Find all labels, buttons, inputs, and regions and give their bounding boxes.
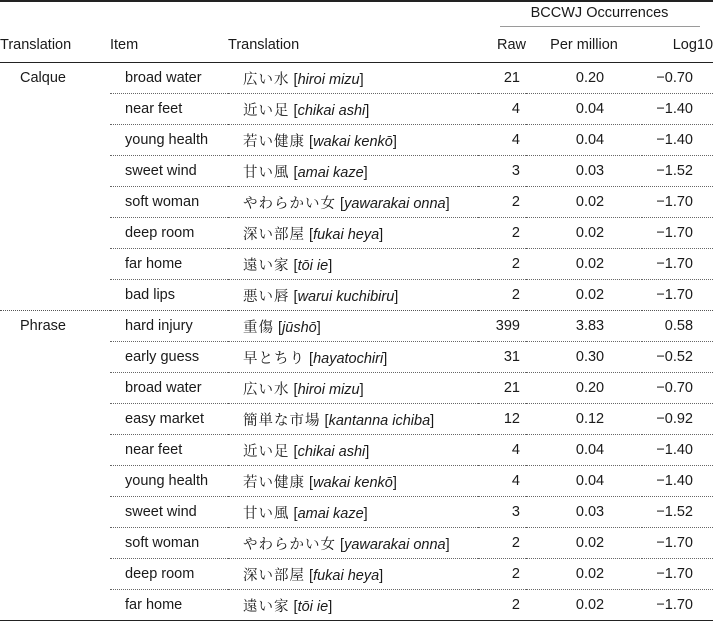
bracket-open: [ bbox=[309, 474, 314, 491]
raw-count-cell: 21 bbox=[478, 373, 526, 404]
col-header-log10: Log10 bbox=[642, 30, 713, 63]
raw-count-cell: 4 bbox=[478, 435, 526, 466]
per-million-cell: 0.02 bbox=[526, 187, 642, 218]
romaji-text: chikai ashi bbox=[297, 102, 366, 119]
log10-cell: −0.92 bbox=[642, 404, 713, 435]
romaji-text: hayatochiri bbox=[313, 350, 384, 367]
bracket-open: [ bbox=[340, 195, 345, 212]
translation-cell bbox=[228, 156, 478, 187]
bracket-open: [ bbox=[309, 567, 314, 584]
group-label-cell bbox=[0, 342, 110, 373]
group-label-cell bbox=[0, 94, 110, 125]
raw-count-cell: 3 bbox=[478, 497, 526, 528]
table-row bbox=[0, 280, 713, 311]
log10-cell: −1.70 bbox=[642, 187, 713, 218]
group-label-cell bbox=[0, 528, 110, 559]
romaji-text: wakai kenkō bbox=[313, 474, 393, 491]
translation-cell bbox=[228, 280, 478, 311]
table-row bbox=[0, 435, 713, 466]
romaji-text: hiroi mizu bbox=[297, 71, 360, 88]
per-million-cell: 0.20 bbox=[526, 63, 642, 94]
bccwj-super-header bbox=[478, 1, 713, 30]
group-label-cell bbox=[0, 404, 110, 435]
bracket-open: [ bbox=[324, 412, 329, 429]
japanese-text: やわらかい女 bbox=[243, 195, 336, 212]
per-million-cell: 0.04 bbox=[526, 125, 642, 156]
bracket-open: [ bbox=[309, 350, 314, 367]
item-cell: young health bbox=[110, 466, 228, 497]
per-million-cell: 0.04 bbox=[526, 94, 642, 125]
group-label-cell bbox=[0, 187, 110, 218]
translation-cell bbox=[228, 435, 478, 466]
bracket-close: ] bbox=[392, 133, 397, 150]
bracket-close: ] bbox=[379, 226, 384, 243]
log10-cell: −1.70 bbox=[642, 218, 713, 249]
bracket-open: [ bbox=[293, 381, 298, 398]
table-row bbox=[0, 466, 713, 497]
log10-cell: 0.58 bbox=[642, 311, 713, 342]
per-million-cell: 3.83 bbox=[526, 311, 642, 342]
japanese-text: 甘い風 bbox=[243, 505, 290, 522]
group-label-cell bbox=[0, 466, 110, 497]
col-header-group: Translation bbox=[0, 30, 110, 63]
log10-cell: −1.70 bbox=[642, 280, 713, 311]
romaji-text: warui kuchibiru bbox=[297, 288, 395, 305]
japanese-text: 重傷 bbox=[243, 319, 274, 336]
per-million-cell: 0.02 bbox=[526, 280, 642, 311]
group-label-cell bbox=[0, 125, 110, 156]
japanese-text: 甘い風 bbox=[243, 164, 290, 181]
log10-cell: −0.70 bbox=[642, 63, 713, 94]
raw-count-cell: 2 bbox=[478, 559, 526, 590]
japanese-text: 広い水 bbox=[243, 381, 290, 398]
bracket-open: [ bbox=[309, 226, 314, 243]
translation-cell bbox=[228, 63, 478, 94]
table-row bbox=[0, 559, 713, 590]
romaji-text: amai kaze bbox=[297, 505, 364, 522]
item-cell: soft woman bbox=[110, 528, 228, 559]
group-label-cell bbox=[0, 249, 110, 280]
group-label: Calque bbox=[20, 70, 66, 87]
item-cell: early guess bbox=[110, 342, 228, 373]
romaji-text: fukai heya bbox=[313, 567, 380, 584]
table-row bbox=[0, 125, 713, 156]
japanese-text: やわらかい女 bbox=[243, 536, 336, 553]
bracket-close: ] bbox=[394, 288, 399, 305]
japanese-text: 早とちり bbox=[243, 350, 305, 367]
translation-cell bbox=[228, 373, 478, 404]
per-million-cell: 0.02 bbox=[526, 528, 642, 559]
table-row bbox=[0, 373, 713, 404]
per-million-cell: 0.30 bbox=[526, 342, 642, 373]
per-million-cell: 0.04 bbox=[526, 466, 642, 497]
raw-count-cell: 4 bbox=[478, 125, 526, 156]
translation-cell bbox=[228, 404, 478, 435]
per-million-cell: 0.12 bbox=[526, 404, 642, 435]
group-label-cell bbox=[0, 435, 110, 466]
romaji-text: chikai ashi bbox=[297, 443, 366, 460]
log10-cell: −1.70 bbox=[642, 559, 713, 590]
romaji-text: yawarakai onna bbox=[344, 195, 446, 212]
per-million-cell: 0.03 bbox=[526, 497, 642, 528]
raw-count-cell: 2 bbox=[478, 590, 526, 621]
col-header-raw: Raw bbox=[478, 30, 526, 63]
translation-cell bbox=[228, 590, 478, 621]
table-body bbox=[0, 63, 713, 621]
bracket-open: [ bbox=[309, 133, 314, 150]
table-row bbox=[0, 249, 713, 280]
raw-count-cell: 3 bbox=[478, 156, 526, 187]
table-header bbox=[0, 1, 713, 63]
japanese-text: 若い健康 bbox=[243, 474, 305, 491]
bracket-close: ] bbox=[365, 443, 370, 460]
translation-cell bbox=[228, 559, 478, 590]
bccwj-super-header-label: BCCWJ Occurrences bbox=[500, 5, 700, 27]
per-million-cell: 0.02 bbox=[526, 218, 642, 249]
japanese-text: 深い部屋 bbox=[243, 226, 305, 243]
translation-cell bbox=[228, 187, 478, 218]
bracket-close: ] bbox=[379, 567, 384, 584]
item-cell: deep room bbox=[110, 559, 228, 590]
item-cell: near feet bbox=[110, 435, 228, 466]
translation-cell bbox=[228, 125, 478, 156]
table-row bbox=[0, 63, 713, 94]
item-cell: easy market bbox=[110, 404, 228, 435]
bracket-close: ] bbox=[445, 195, 450, 212]
raw-count-cell: 31 bbox=[478, 342, 526, 373]
romaji-text: yawarakai onna bbox=[344, 536, 446, 553]
translation-cell bbox=[228, 497, 478, 528]
raw-count-cell: 4 bbox=[478, 94, 526, 125]
table-row bbox=[0, 590, 713, 621]
bracket-close: ] bbox=[328, 257, 333, 274]
item-cell: far home bbox=[110, 249, 228, 280]
bracket-close: ] bbox=[383, 350, 388, 367]
log10-cell: −1.40 bbox=[642, 94, 713, 125]
log10-cell: −1.52 bbox=[642, 156, 713, 187]
bracket-close: ] bbox=[363, 164, 368, 181]
table-row bbox=[0, 218, 713, 249]
raw-count-cell: 12 bbox=[478, 404, 526, 435]
log10-cell: −1.40 bbox=[642, 435, 713, 466]
raw-count-cell: 2 bbox=[478, 249, 526, 280]
romaji-text: jūshō bbox=[282, 319, 317, 336]
item-cell: sweet wind bbox=[110, 156, 228, 187]
per-million-cell: 0.02 bbox=[526, 249, 642, 280]
group-label: Phrase bbox=[20, 318, 66, 335]
raw-count-cell: 2 bbox=[478, 187, 526, 218]
col-header-per-million: Per million bbox=[526, 30, 642, 63]
log10-cell: −1.40 bbox=[642, 125, 713, 156]
table-row bbox=[0, 94, 713, 125]
translation-cell bbox=[228, 528, 478, 559]
table-row bbox=[0, 342, 713, 373]
bracket-open: [ bbox=[293, 164, 298, 181]
group-label-cell bbox=[0, 590, 110, 621]
per-million-cell: 0.02 bbox=[526, 559, 642, 590]
item-cell: far home bbox=[110, 590, 228, 621]
table-row bbox=[0, 187, 713, 218]
col-header-item: Item bbox=[110, 30, 228, 63]
japanese-text: 遠い家 bbox=[243, 598, 290, 615]
log10-cell: −0.52 bbox=[642, 342, 713, 373]
group-label-cell bbox=[0, 311, 110, 342]
group-label-cell bbox=[0, 218, 110, 249]
bracket-close: ] bbox=[365, 102, 370, 119]
log10-cell: −1.70 bbox=[642, 528, 713, 559]
bracket-open: [ bbox=[293, 598, 298, 615]
group-label-cell bbox=[0, 559, 110, 590]
japanese-text: 若い健康 bbox=[243, 133, 305, 150]
bracket-open: [ bbox=[293, 443, 298, 460]
translation-cell bbox=[228, 342, 478, 373]
romaji-text: fukai heya bbox=[313, 226, 380, 243]
japanese-text: 遠い家 bbox=[243, 257, 290, 274]
header-spacer bbox=[0, 1, 478, 30]
item-cell: soft woman bbox=[110, 187, 228, 218]
log10-cell: −0.70 bbox=[642, 373, 713, 404]
japanese-text: 近い足 bbox=[243, 443, 290, 460]
table-row bbox=[0, 497, 713, 528]
bracket-open: [ bbox=[293, 505, 298, 522]
group-label-cell bbox=[0, 373, 110, 404]
item-cell: broad water bbox=[110, 373, 228, 404]
bracket-close: ] bbox=[359, 71, 364, 88]
bracket-open: [ bbox=[340, 536, 345, 553]
table-row bbox=[0, 311, 713, 342]
item-cell: broad water bbox=[110, 63, 228, 94]
per-million-cell: 0.02 bbox=[526, 590, 642, 621]
translation-cell bbox=[228, 249, 478, 280]
romaji-text: kantanna ichiba bbox=[328, 412, 431, 429]
raw-count-cell: 2 bbox=[478, 218, 526, 249]
item-cell: hard injury bbox=[110, 311, 228, 342]
item-cell: young health bbox=[110, 125, 228, 156]
bracket-close: ] bbox=[316, 319, 321, 336]
table-row bbox=[0, 156, 713, 187]
bracket-open: [ bbox=[293, 257, 298, 274]
romaji-text: tōi ie bbox=[297, 257, 329, 274]
translation-cell bbox=[228, 466, 478, 497]
item-cell: bad lips bbox=[110, 280, 228, 311]
bracket-close: ] bbox=[392, 474, 397, 491]
japanese-text: 悪い唇 bbox=[243, 288, 290, 305]
raw-count-cell: 21 bbox=[478, 63, 526, 94]
japanese-text: 広い水 bbox=[243, 71, 290, 88]
group-label-cell bbox=[0, 280, 110, 311]
raw-count-cell: 399 bbox=[478, 311, 526, 342]
group-label-cell bbox=[0, 156, 110, 187]
log10-cell: −1.70 bbox=[642, 590, 713, 621]
bracket-close: ] bbox=[328, 598, 333, 615]
log10-cell: −1.70 bbox=[642, 249, 713, 280]
romaji-text: amai kaze bbox=[297, 164, 364, 181]
group-label-cell bbox=[0, 497, 110, 528]
translation-cell bbox=[228, 218, 478, 249]
japanese-text: 深い部屋 bbox=[243, 567, 305, 584]
per-million-cell: 0.20 bbox=[526, 373, 642, 404]
bracket-close: ] bbox=[445, 536, 450, 553]
group-label-cell bbox=[0, 63, 110, 94]
bracket-open: [ bbox=[278, 319, 283, 336]
japanese-text: 簡単な市場 bbox=[243, 412, 321, 429]
raw-count-cell: 2 bbox=[478, 280, 526, 311]
translation-cell bbox=[228, 94, 478, 125]
romaji-text: hiroi mizu bbox=[297, 381, 360, 398]
raw-count-cell: 2 bbox=[478, 528, 526, 559]
item-cell: deep room bbox=[110, 218, 228, 249]
bracket-close: ] bbox=[430, 412, 435, 429]
bracket-close: ] bbox=[359, 381, 364, 398]
romaji-text: tōi ie bbox=[297, 598, 329, 615]
translation-cell bbox=[228, 311, 478, 342]
per-million-cell: 0.03 bbox=[526, 156, 642, 187]
bracket-close: ] bbox=[363, 505, 368, 522]
bracket-open: [ bbox=[293, 288, 298, 305]
japanese-text: 近い足 bbox=[243, 102, 290, 119]
item-cell: sweet wind bbox=[110, 497, 228, 528]
log10-cell: −1.40 bbox=[642, 466, 713, 497]
raw-count-cell: 4 bbox=[478, 466, 526, 497]
item-cell: near feet bbox=[110, 94, 228, 125]
per-million-cell: 0.04 bbox=[526, 435, 642, 466]
log10-cell: −1.52 bbox=[642, 497, 713, 528]
romaji-text: wakai kenkō bbox=[313, 133, 393, 150]
table-row bbox=[0, 404, 713, 435]
bracket-open: [ bbox=[293, 71, 298, 88]
table-row bbox=[0, 528, 713, 559]
bracket-open: [ bbox=[293, 102, 298, 119]
col-header-translation: Translation bbox=[228, 30, 478, 63]
